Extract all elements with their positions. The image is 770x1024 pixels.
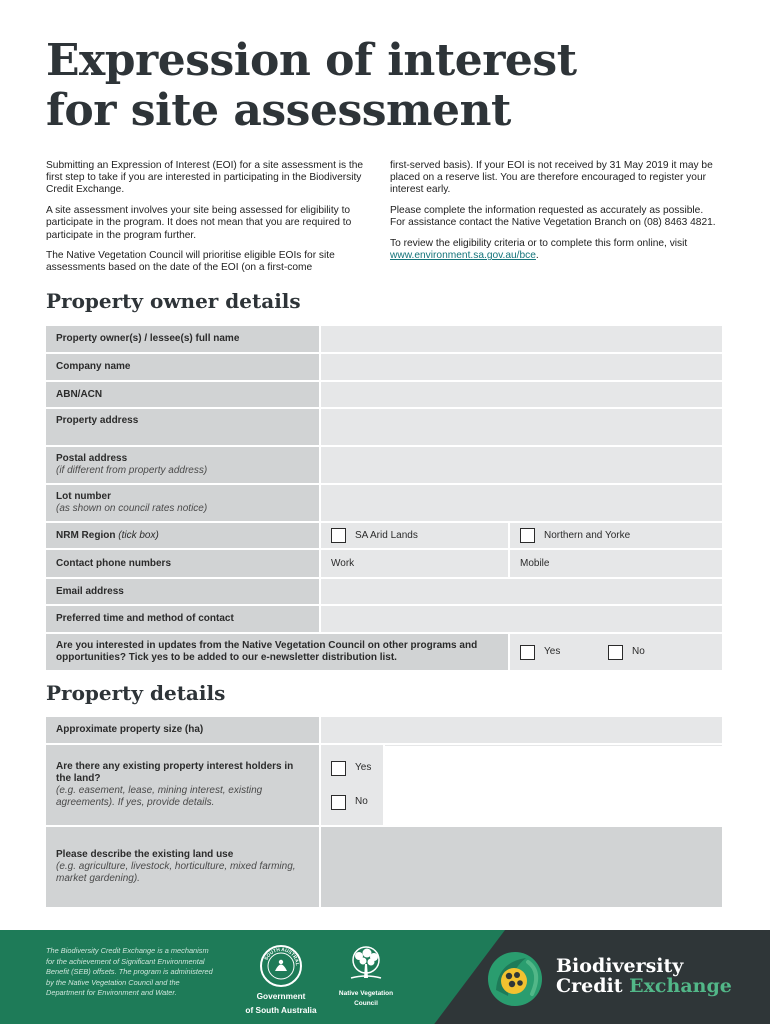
postal-field[interactable] — [321, 447, 722, 483]
postal-row — [46, 447, 722, 485]
lot-field[interactable] — [321, 485, 722, 521]
native-vegetation-council-logo — [333, 944, 399, 1008]
intro-left-column — [46, 160, 376, 283]
mobile-phone-field[interactable] — [510, 550, 722, 577]
interest-no-label: No — [355, 796, 368, 807]
land-use-hint: (e.g. agriculture, livestock, horticulture, mixed farming, market gardening). — [56, 861, 296, 884]
government-sa-logo — [236, 944, 326, 1015]
abn-field[interactable] — [321, 382, 722, 407]
property-details-form — [46, 717, 722, 909]
biodiversity-credit-exchange-logo — [486, 948, 756, 1010]
newsletter-no-checkbox[interactable] — [608, 645, 623, 660]
newsletter-label: Are you interested in updates from the Native Vegetation Council on other programs and opportunities? Tick yes to be added to our e-newsletter distribution list. — [46, 634, 510, 670]
phone-label: Contact phone numbers — [46, 550, 321, 577]
title-line-1: Expression of interest — [46, 35, 577, 86]
contact-pref-label: Preferred time and method of contact — [46, 606, 321, 632]
page-title — [46, 36, 646, 136]
bce-emblem-icon — [486, 950, 546, 1008]
title-line-2: for site assessment — [46, 85, 511, 136]
phone-row — [46, 550, 722, 579]
email-field[interactable] — [321, 579, 722, 604]
lot-row — [46, 485, 722, 523]
work-phone-field[interactable] — [321, 550, 510, 577]
interest-yes-label: Yes — [355, 762, 372, 773]
northern-yorke-checkbox[interactable] — [520, 528, 535, 543]
interest-yes-option[interactable] — [331, 761, 373, 776]
section-heading-property: Property details — [46, 681, 226, 705]
interest-no-checkbox[interactable] — [331, 795, 346, 810]
owner-details-form — [46, 326, 722, 672]
owner-name-row — [46, 326, 722, 354]
owner-name-field[interactable] — [321, 326, 722, 352]
address-label: Property address — [46, 409, 321, 445]
intro-paragraph-online — [390, 238, 720, 262]
lot-label-cell — [46, 485, 321, 521]
interest-details-field[interactable] — [385, 745, 722, 825]
size-field[interactable] — [321, 717, 722, 743]
interest-row — [46, 745, 722, 827]
company-label: Company name — [46, 354, 321, 380]
postal-hint: (if different from property address) — [56, 465, 208, 476]
sa-arid-checkbox[interactable] — [331, 528, 346, 543]
newsletter-no-option[interactable] — [608, 645, 645, 660]
contact-pref-row — [46, 606, 722, 634]
bce-exchange: Exchange — [629, 975, 732, 997]
bce-line-1: Biodiversity — [556, 955, 684, 977]
company-row — [46, 354, 722, 382]
address-row — [46, 409, 722, 447]
postal-label-cell — [46, 447, 321, 483]
nrm-option-northern-yorke[interactable] — [510, 523, 722, 548]
intro-paragraph: The Native Vegetation Council will prioritise eligible EOIs for site assessments based on the date of the EOI (on a first-come — [46, 250, 335, 274]
bce-line-2 — [556, 976, 732, 996]
interest-yes-checkbox[interactable] — [331, 761, 346, 776]
owner-name-label: Property owner(s) / lessee(s) full name — [46, 326, 321, 352]
postal-label: Postal address — [56, 453, 128, 464]
nrm-label-cell — [46, 523, 321, 548]
government-label: Government — [256, 991, 306, 1001]
south-australia-label: of South Australia — [245, 1004, 317, 1015]
interest-label-cell — [46, 745, 321, 825]
northern-yorke-label: Northern and Yorke — [544, 529, 631, 541]
work-label: Work — [331, 557, 355, 569]
bce-wordmark — [556, 956, 732, 996]
lot-hint: (as shown on council rates notice) — [56, 503, 208, 514]
lot-label: Lot number — [56, 491, 111, 502]
footer-banner — [0, 930, 770, 1024]
land-use-label-cell — [46, 827, 321, 907]
nrm-hint: (tick box) — [118, 529, 159, 541]
online-suffix: . — [535, 250, 539, 262]
abn-label: ABN/ACN — [46, 382, 321, 407]
nrm-option-sa-arid[interactable] — [321, 523, 510, 548]
contact-pref-field[interactable] — [321, 606, 722, 632]
email-label: Email address — [46, 579, 321, 604]
land-use-row — [46, 827, 722, 909]
nrm-row — [46, 523, 722, 550]
sa-arid-label: SA Arid Lands — [355, 529, 418, 541]
newsletter-yes-checkbox[interactable] — [520, 645, 535, 660]
interest-no-option[interactable] — [331, 795, 373, 810]
abn-row — [46, 382, 722, 409]
tree-icon — [343, 944, 389, 988]
newsletter-options — [510, 634, 722, 670]
size-label: Approximate property size (ha) — [46, 717, 321, 743]
newsletter-no-label: No — [632, 646, 645, 657]
bce-credit: Credit — [556, 975, 630, 997]
land-use-field[interactable] — [321, 827, 722, 907]
website-link[interactable]: www.environment.sa.gov.au/bce — [390, 250, 536, 262]
seal-text: SOUTH AUSTRAL — [264, 947, 300, 967]
newsletter-yes-option[interactable] — [520, 645, 608, 660]
intro-paragraph: A site assessment involves your site being assessed for eligibility to participate in the program. It does not mean that you are required to participate in the program further. — [46, 205, 352, 241]
intro-paragraph: first-served basis). If your EOI is not received by 31 May 2019 it may be placed on a reserve list. You are therefore encouraged to register your interest early. — [390, 160, 713, 196]
interest-label: Are there any existing property interest holders in the land? — [56, 761, 294, 784]
address-field[interactable] — [321, 409, 722, 445]
email-row — [46, 579, 722, 606]
mobile-label: Mobile — [520, 557, 550, 569]
intro-right-column — [390, 160, 720, 271]
newsletter-yes-label: Yes — [544, 646, 561, 657]
footer-blurb: The Biodiversity Credit Exchange is a mechanism for the achievement of Significant Environmental Benefit (SEB) offsets. The program is administered by the Native Vegetation Council and the Department for Environment and Water. — [46, 946, 213, 998]
online-text: To review the eligibility criteria or to complete this form online, visit — [390, 238, 688, 250]
company-field[interactable] — [321, 354, 722, 380]
size-row — [46, 717, 722, 745]
nvc-line-1: Native Vegetation — [338, 990, 394, 997]
intro-paragraph: Please complete the information requested as accurately as possible. For assistance contact the Native Vegetation Branch on (08) 8463 4821. — [390, 205, 716, 229]
nrm-label: NRM Region — [56, 529, 116, 541]
intro-paragraph: Submitting an Expression of Interest (EOI) for a site assessment is the first step to take if you are interested in participating in the Biodiversity Credit Exchange. — [46, 160, 364, 196]
interest-options — [321, 745, 385, 825]
nvc-line-2: Council — [354, 1000, 378, 1007]
sa-seal-icon — [259, 944, 303, 988]
newsletter-row — [46, 634, 722, 672]
interest-hint: (e.g. easement, lease, mining interest, existing agreements). If yes, provide details. — [56, 785, 263, 808]
land-use-label: Please describe the existing land use — [56, 849, 234, 860]
section-heading-owner: Property owner details — [46, 289, 301, 313]
